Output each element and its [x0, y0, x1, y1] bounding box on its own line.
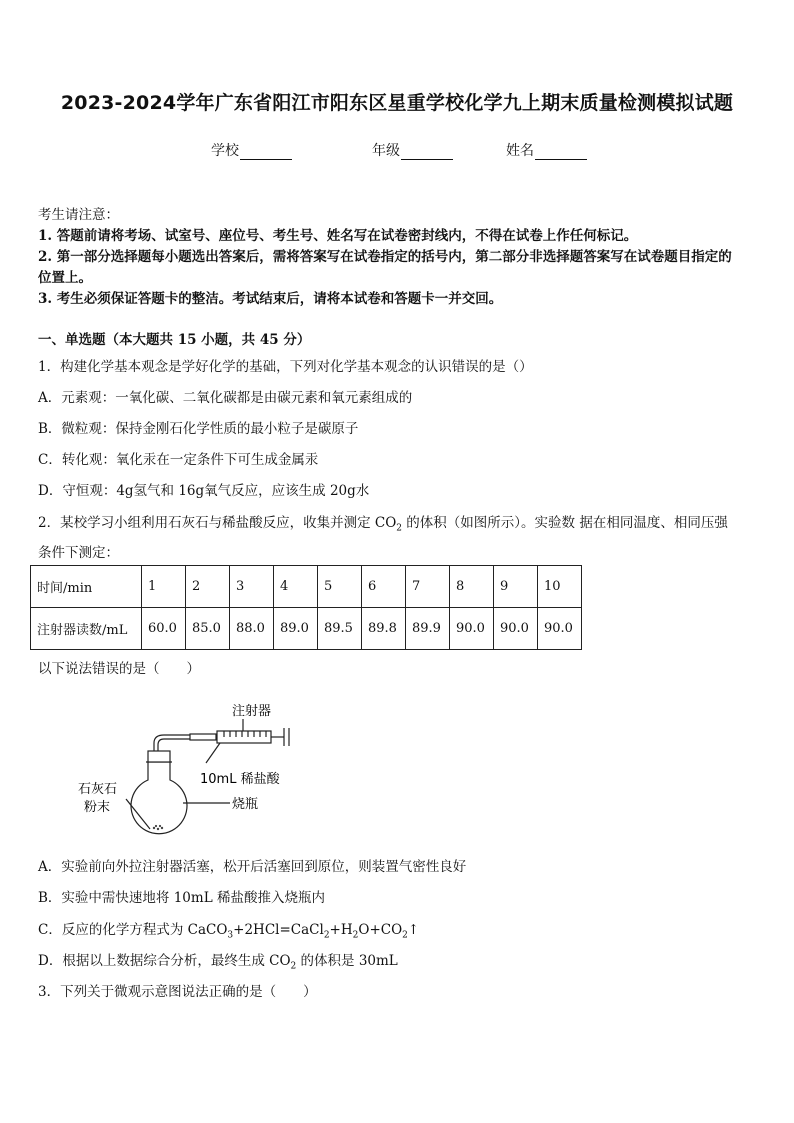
table-cell: 90.0 [450, 608, 494, 650]
section-heading: 一、单选题（本大题共 15 小题，共 45 分） [38, 332, 311, 348]
page-title: 2023-2024学年广东省阳江市阳东区星重学校化学九上期末质量检测模拟试题 [60, 92, 734, 114]
school-label: 学校 [211, 143, 239, 159]
acid-label: 10mL 稀盐酸 [200, 772, 280, 787]
table-cell: 3 [230, 566, 274, 608]
table-cell: 89.8 [362, 608, 406, 650]
table-cell: 90.0 [538, 608, 582, 650]
q1-option-a: A．元素观：一氧化碳、二氧化碳都是由碳元素和氧元素组成的 [38, 390, 413, 406]
table-row [31, 566, 582, 608]
name-label: 姓名 [506, 143, 534, 159]
table-cell: 89.5 [318, 608, 362, 650]
syringe-icon [217, 731, 271, 743]
q2-option-c: C．反应的化学方程式为 $CaCO_3+2HCl=CaCl_2+H_2O+CO_2↑$ [38, 922, 420, 941]
table-cell: 4 [274, 566, 318, 608]
table-cell: 2 [186, 566, 230, 608]
table-cell: 60.0 [142, 608, 186, 650]
grade-label: 年级 [372, 143, 400, 159]
q2-stem-line2: 条件下测定： [38, 545, 119, 561]
table-header-time: 时间/min [31, 566, 142, 608]
grade-blank[interactable] [401, 145, 453, 160]
q2-option-d: D．根据以上数据综合分析，最终生成 $CO_2$ 的体积是 30mL [38, 953, 398, 972]
notice-item-2: 2. 第一部分选择题每小题选出答案后，需将答案写在试卷指定的括号内，第二部分非选择题答案写在试卷题目指定的 [38, 249, 732, 265]
school-blank[interactable] [240, 145, 292, 160]
table-cell: 1 [142, 566, 186, 608]
notice-item-3: 3. 考生必须保证答题卡的整洁。考试结束后，请将本试卷和答题卡一并交回。 [38, 291, 503, 307]
grade-field[interactable] [372, 140, 453, 160]
table-header-reading: 注射器读数/mL [31, 608, 142, 650]
table-cell: 90.0 [494, 608, 538, 650]
q2-option-a: A．实验前向外拉注射器活塞，松开后活塞回到原位，则装置气密性良好 [38, 859, 467, 875]
table-cell: 10 [538, 566, 582, 608]
table-cell: 88.0 [230, 608, 274, 650]
table-cell: 9 [494, 566, 538, 608]
q2-after-table: 以下说法错误的是（ ） [38, 661, 200, 677]
flask-icon [131, 762, 187, 834]
q1-stem: 1．构建化学基本观念是学好化学的基础，下列对化学基本观念的认识错误的是（） [38, 359, 533, 375]
q3-stem: 3．下列关于微观示意图说法正确的是（ ） [38, 984, 317, 1000]
table-cell: 6 [362, 566, 406, 608]
apparatus-diagram [60, 695, 320, 845]
table-cell: 5 [318, 566, 362, 608]
table-cell: 7 [406, 566, 450, 608]
table-cell: 89.9 [406, 608, 450, 650]
school-field[interactable] [211, 140, 292, 160]
table-cell: 8 [450, 566, 494, 608]
table-cell: 85.0 [186, 608, 230, 650]
powder-label-1: 石灰石 [78, 782, 118, 797]
table-row [31, 608, 582, 650]
notice-item-1: 1. 答题前请将考场、试室号、座位号、考生号、姓名写在试卷密封线内，不得在试卷上作任何标记。 [38, 228, 638, 244]
name-blank[interactable] [535, 145, 587, 160]
notice-heading: 考生请注意： [38, 207, 119, 223]
name-field[interactable] [506, 140, 587, 160]
q1-option-b: B．微粒观：保持金刚石化学性质的最小粒子是碳原子 [38, 421, 359, 437]
q1-option-d: D．守恒观：4g氢气和 16g氧气反应，应该生成 20g水 [38, 483, 370, 499]
flask-label: 烧瓶 [232, 797, 259, 812]
notice-item-2-cont: 位置上。 [38, 270, 92, 286]
powder-label-2: 粉末 [84, 800, 111, 815]
q1-option-c: C．转化观：氧化汞在一定条件下可生成金属汞 [38, 452, 319, 468]
syringe-label: 注射器 [232, 704, 272, 719]
data-table [30, 565, 582, 650]
table-cell: 89.0 [274, 608, 318, 650]
q2-stem: 2．某校学习小组利用石灰石与稀盐酸反应，收集并测定 $CO_2$ 的体积（如图所示）。实验数 据在相同温度、相同压强 [38, 515, 728, 534]
q2-option-b: B．实验中需快速地将 10mL 稀盐酸推入烧瓶内 [38, 890, 325, 906]
